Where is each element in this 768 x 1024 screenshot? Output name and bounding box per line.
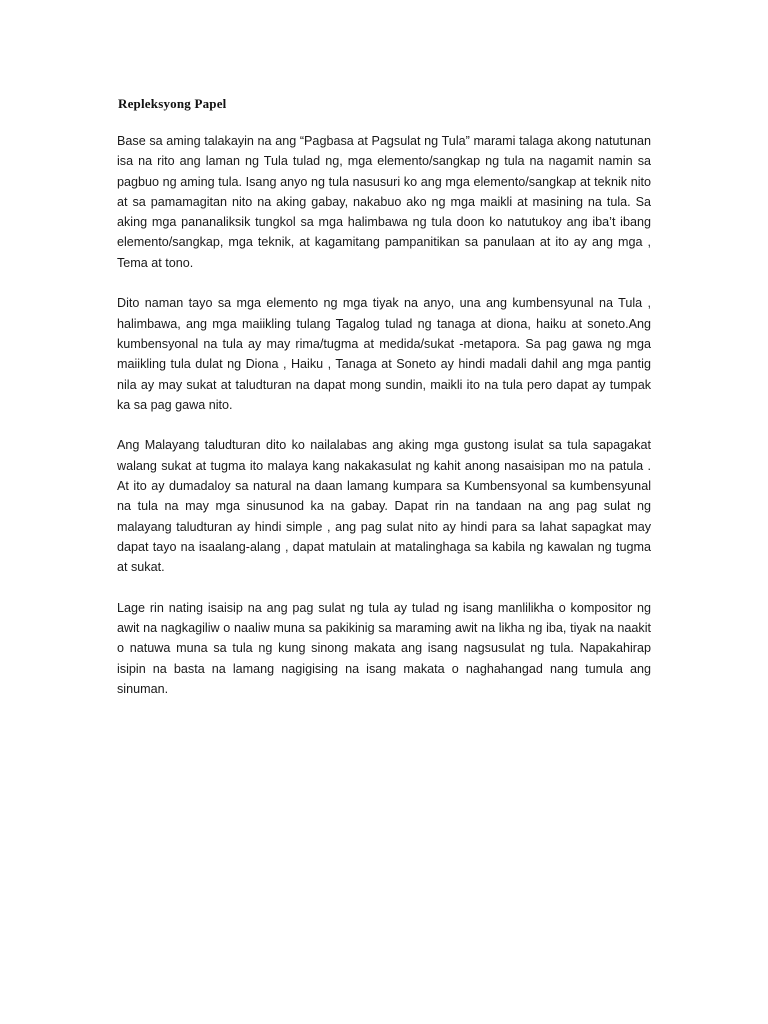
paragraph-1: Base sa aming talakayin na ang “Pagbasa at Pagsulat ng Tula” marami talaga akong natutunan isa na rito ang laman ng Tula tulad ng, mga elemento/sangkap ng tula na nagamit namin sa pagbuo ng aming tula. Isang anyo ng tula nasusuri ko ang mga elemento/sangkap at teknik nito at sa pamamagitan nito na aking gabay, nakabuo ako ng mga maikli at masining na tula. Sa aking mga pananaliksik tungkol sa mga halimbawa ng tula doon ko natutukoy ang iba’t ibang elemento/sangkap, mga teknik, at kagamitang pampanitikan sa panulaan at ito ay ang mga , Tema at tono. <box>117 134 651 270</box>
paragraph-3: Ang Malayang taludturan dito ko nailalabas ang aking mga gustong isulat sa tula sapagakat walang sukat at tugma ito malaya kang nakakasulat ng kahit anong nasaisipan mo na patula . At ito ay dumadaloy sa natural na daan lamang kumpara sa Kumbensyonal sa kumbensyunal na tula na may mga sinusunod ka na gabay. Dapat rin na tandaan na ang pag sulat ng malayang taludturan ay hindi simple , ang pag sulat nito ay hindi para sa lahat sapagkat may dapat tayo na isaalang-alang , dapat matulain at matalinghaga sa kabila ng kawalan ng tugma at sukat. <box>117 438 651 575</box>
paragraph-2: Dito naman tayo sa mga elemento ng mga tiyak na anyo, una ang kumbensyunal na Tula , halimbawa, ang mga maiikling tulang Tagalog tulad ng tanaga at diona, haiku at soneto.Ang kumbensyonal na tula ay may rima/tugma at medida/sukat -metapora. Sa pag gawa ng mga maiikling tula dulat ng Diona , Haiku , Tanaga at Soneto ay hindi madali dahil ang mga pantig nila ay may sukat at taludturan na dapat mong sundin, maikli ito na tula pero dapat ay tumpak ka sa pag gawa nito. <box>117 296 651 412</box>
document-body <box>117 131 651 720</box>
document-title: Repleksyong Papel <box>118 96 227 111</box>
paragraph-4: Lage rin nating isaisip na ang pag sulat ng tula ay tulad ng isang manlilikha o kompositor ng awit na nagkagiliw o naaliw muna sa pakikinig sa maraming awit na likha ng iba, tiyak na naakit o natuwa muna sa tula ng kung sinong makata ang isang nagsusulat ng tula. Napakahirap isipin na basta na lamang nagigising na isang makata o naghahangad nang tumula ang sinuman. <box>117 600 651 697</box>
